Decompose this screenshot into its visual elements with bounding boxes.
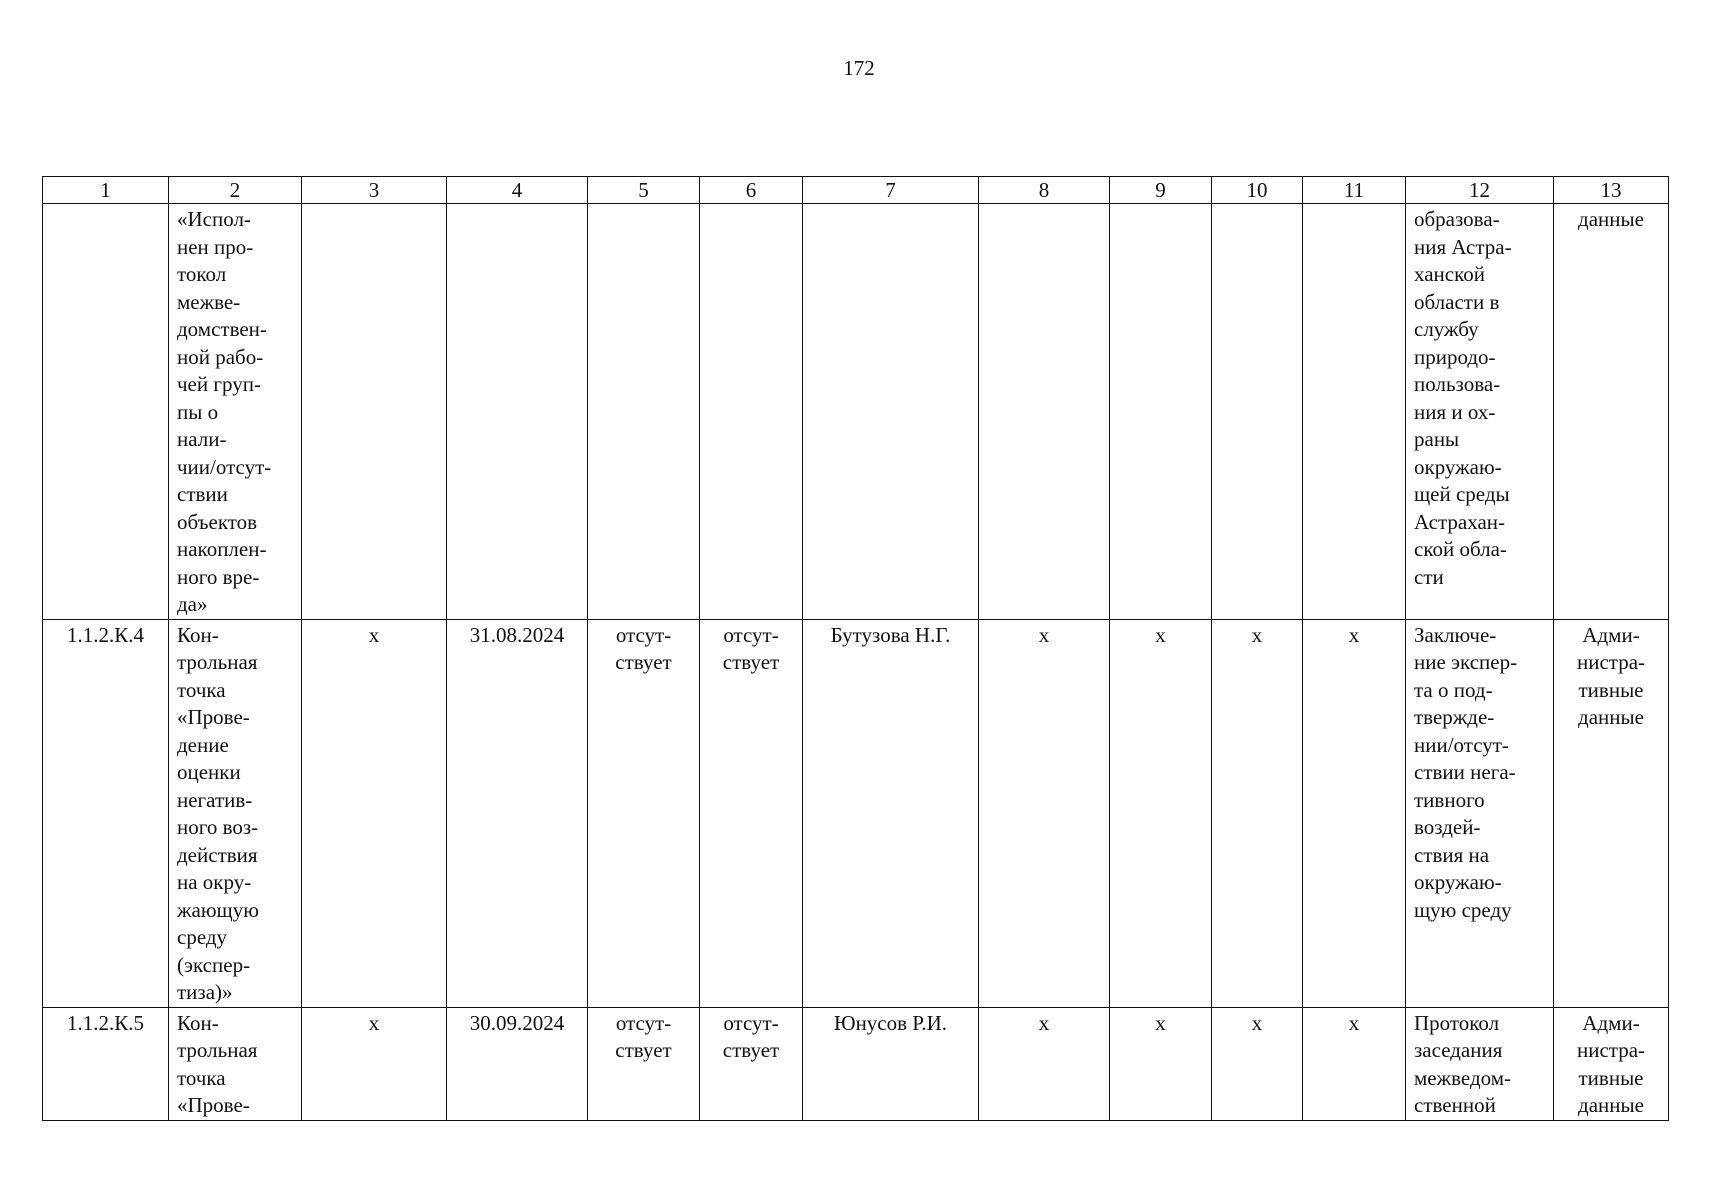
table-cell: Юнусов Р.И.	[803, 1007, 979, 1120]
table-cell: х	[1303, 619, 1406, 1007]
table-cell	[447, 204, 588, 620]
table-cell: 1.1.2.К.5	[43, 1007, 169, 1120]
column-header: 5	[588, 177, 700, 204]
table-cell: Бутузова Н.Г.	[803, 619, 979, 1007]
table-cell: 1.1.2.К.4	[43, 619, 169, 1007]
table-cell: 31.08.2024	[447, 619, 588, 1007]
control-points-table	[42, 176, 1669, 1121]
column-header: 12	[1406, 177, 1554, 204]
column-number-row	[43, 177, 1669, 204]
table-cell: х	[1212, 1007, 1303, 1120]
table-cell	[302, 204, 447, 620]
table-cell	[43, 204, 169, 620]
table-cell: Кон- трольная точка «Прове-	[169, 1007, 302, 1120]
column-header: 9	[1110, 177, 1212, 204]
column-header: 10	[1212, 177, 1303, 204]
table-cell	[1212, 204, 1303, 620]
page-number: 172	[843, 56, 875, 80]
column-header: 4	[447, 177, 588, 204]
table-cell: отсут- ствует	[588, 619, 700, 1007]
table-cell: отсут- ствует	[700, 619, 803, 1007]
table-row	[43, 1007, 1669, 1120]
column-header: 7	[803, 177, 979, 204]
table-cell: Адми- нистра- тивные данные	[1554, 1007, 1669, 1120]
table-cell: х	[979, 619, 1110, 1007]
column-header: 3	[302, 177, 447, 204]
column-header: 6	[700, 177, 803, 204]
table-cell: х	[1212, 619, 1303, 1007]
table-cell: «Испол- нен про- токол межве- домствен- ной рабо- чей груп- пы о нали- чии/отсут- ствии объектов накоплен- ного вре- да»	[169, 204, 302, 620]
table-cell	[1303, 204, 1406, 620]
table-cell: 30.09.2024	[447, 1007, 588, 1120]
table-cell	[979, 204, 1110, 620]
table-row	[43, 204, 1669, 620]
column-header: 2	[169, 177, 302, 204]
table-cell	[588, 204, 700, 620]
table-cell: Адми- нистра- тивные данные	[1554, 619, 1669, 1007]
table-cell: х	[979, 1007, 1110, 1120]
table-cell: отсут- ствует	[700, 1007, 803, 1120]
table-cell: х	[1303, 1007, 1406, 1120]
table-cell: Протокол заседания межведом- ственной	[1406, 1007, 1554, 1120]
table-row	[43, 619, 1669, 1007]
table-cell: Кон- трольная точка «Прове- дение оценки негатив- ного воз- действия на окру- жающую среду (экспер- тиза)»	[169, 619, 302, 1007]
table-cell: х	[302, 619, 447, 1007]
table-cell: Заключе- ние экспер- та о под- твержде- нии/отсут- ствии нега- тивного воздей- ствия на окружаю- щую среду	[1406, 619, 1554, 1007]
table-cell: данные	[1554, 204, 1669, 620]
table-cell: х	[1110, 619, 1212, 1007]
table-cell	[803, 204, 979, 620]
table-cell: х	[302, 1007, 447, 1120]
table-cell: образова- ния Астра- ханской области в службу природо- пользова- ния и ох- раны окружаю- щей среды Астрахан- ской обла- сти	[1406, 204, 1554, 620]
table-cell	[700, 204, 803, 620]
column-header: 8	[979, 177, 1110, 204]
table-cell: х	[1110, 1007, 1212, 1120]
column-header: 13	[1554, 177, 1669, 204]
column-header: 11	[1303, 177, 1406, 204]
column-header: 1	[43, 177, 169, 204]
table-cell: отсут- ствует	[588, 1007, 700, 1120]
table-cell	[1110, 204, 1212, 620]
